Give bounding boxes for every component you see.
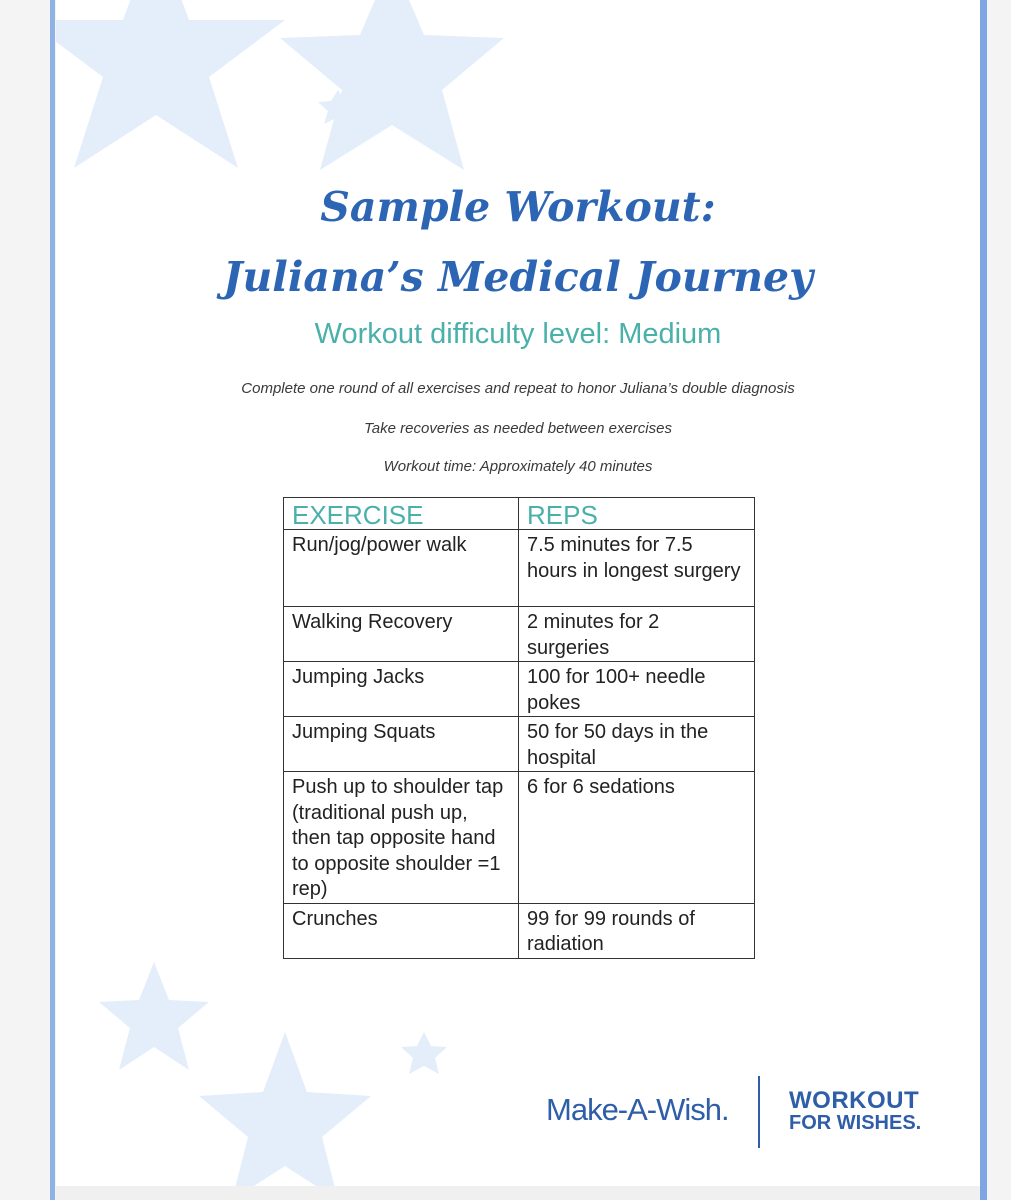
reps-cell: 7.5 minutes for 7.5 hours in longest surgery (519, 530, 755, 607)
table-row (284, 607, 755, 662)
exercise-cell: Run/jog/power walk (284, 530, 519, 607)
exercise-cell: Jumping Squats (284, 717, 519, 772)
exercise-cell: Walking Recovery (284, 607, 519, 662)
exercise-cell: Push up to shoulder tap (traditional push up, then tap opposite hand to opposite shoulder =1 rep) (284, 772, 519, 904)
footer-logos (544, 1072, 944, 1152)
page-title-line1: Sample Workout: (320, 183, 716, 231)
table-row (284, 903, 755, 958)
table-header-row (284, 498, 755, 530)
page-edge-left (50, 0, 55, 1200)
star-icon (318, 90, 358, 124)
instruction-text: Workout time: Approximately 40 minutes (383, 458, 653, 475)
column-header-exercise: EXERCISE (284, 498, 519, 530)
star-icon (56, 0, 285, 168)
workout-for-wishes-logo (789, 1087, 922, 1134)
reps-cell: 2 minutes for 2 surgeries (519, 607, 755, 662)
reps-cell: 6 for 6 sedations (519, 772, 755, 904)
star-icon (401, 1032, 447, 1074)
exercise-cell: Jumping Jacks (284, 662, 519, 717)
exercise-cell: Crunches (284, 903, 519, 958)
difficulty-level: Workout difficulty level: Medium (314, 318, 722, 350)
workout-for-wishes-line1: WORKOUT (789, 1087, 920, 1114)
star-icon (99, 962, 209, 1070)
column-header-reps: REPS (519, 498, 755, 530)
instruction-text: Complete one round of all exercises and repeat to honor Juliana’s double diagnosis (241, 380, 795, 397)
workout-table (283, 497, 755, 959)
table-row (284, 662, 755, 717)
table-row (284, 530, 755, 607)
reps-cell: 50 for 50 days in the hospital (519, 717, 755, 772)
page-title-line2: Juliana’s Medical Journey (223, 253, 813, 301)
workout-for-wishes-line2: FOR WISHES. (789, 1112, 922, 1134)
page-edge-right (980, 0, 987, 1200)
star-icon (199, 1032, 371, 1186)
logo-divider (758, 1076, 760, 1148)
star-icon (280, 0, 504, 170)
make-a-wish-logo: Make-A-Wish. (546, 1092, 729, 1127)
document-page (56, 0, 980, 1186)
page-bottom-edge (56, 1186, 980, 1200)
instruction-text: Take recoveries as needed between exercises (364, 420, 672, 437)
reps-cell: 99 for 99 rounds of radiation (519, 903, 755, 958)
table-row (284, 717, 755, 772)
table-row (284, 772, 755, 904)
reps-cell: 100 for 100+ needle pokes (519, 662, 755, 717)
